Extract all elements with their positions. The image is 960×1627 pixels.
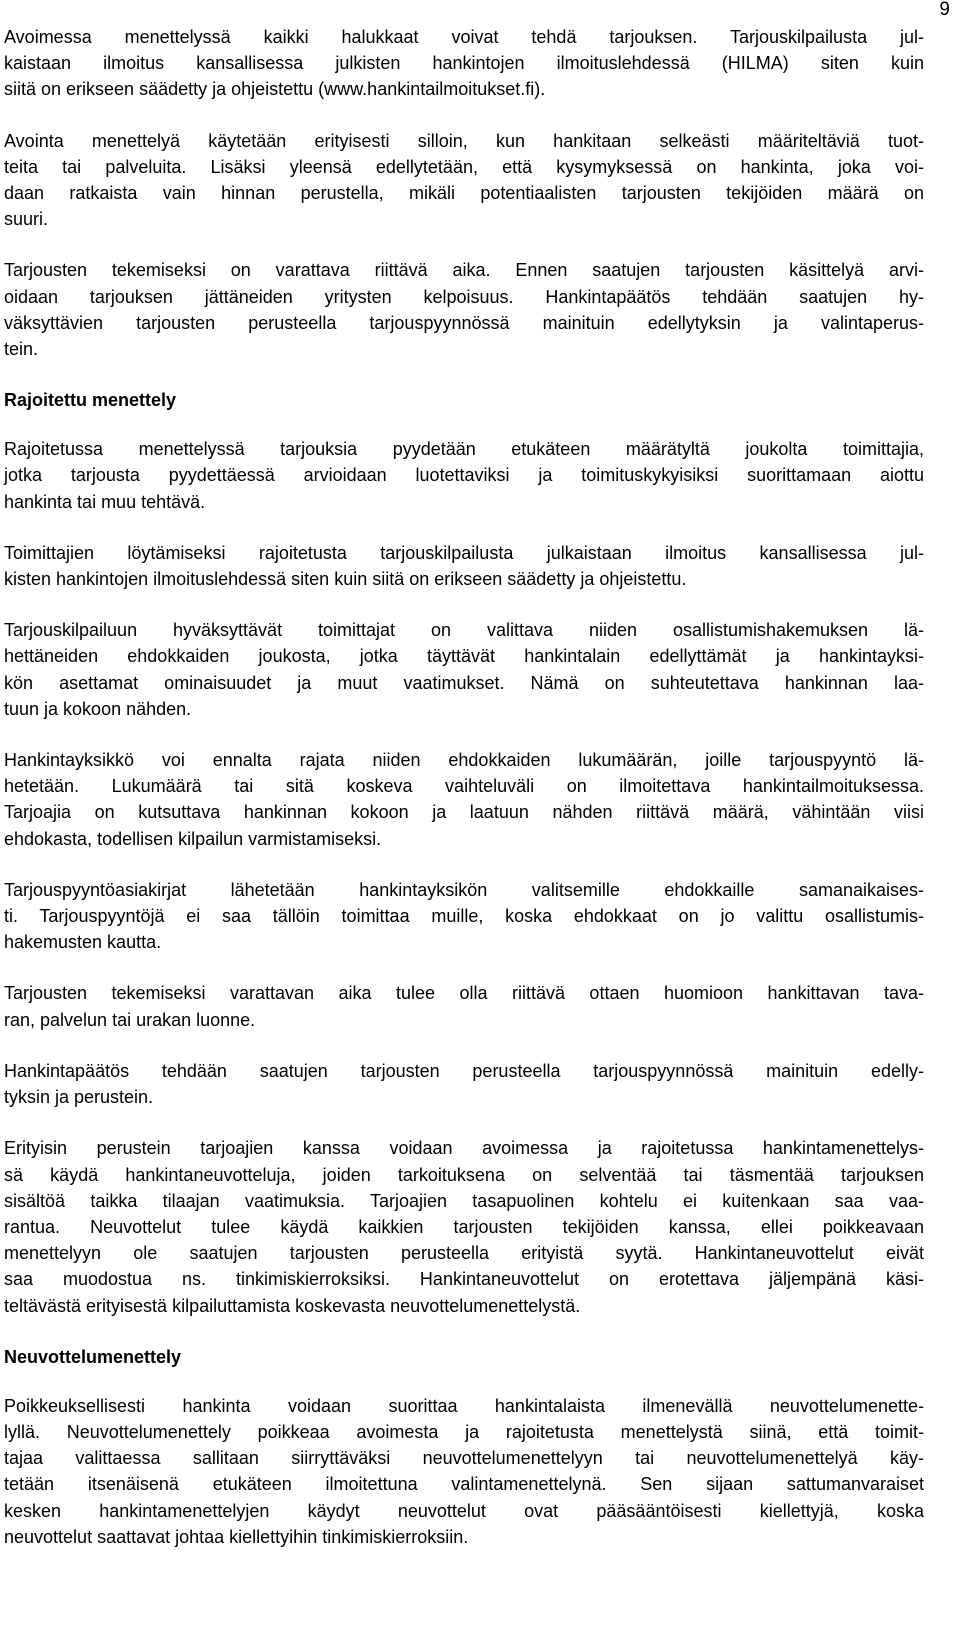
- paragraph: [4, 617, 924, 722]
- text-line: hetetään. Lukumäärä tai sitä koskeva vaihteluväli on ilmoitettava hankintailmoituksessa.: [4, 776, 924, 797]
- text-line: hettäneiden ehdokkaiden joukosta, jotka täyttävät hankintalain edellyttämät ja hankintayksi-: [4, 646, 924, 667]
- text-line: hakemusten kautta.: [4, 932, 162, 953]
- paragraph: [4, 1058, 924, 1110]
- text-line: Tarjouskilpailuun hyväksyttävät toimittajat on valittava niiden osallistumishakemuksen lä-: [4, 620, 924, 641]
- text-line: kisten hankintojen ilmoituslehdessä siten kuin siitä on erikseen säädetty ja ohjeistettu.: [4, 569, 687, 590]
- text-line: siitä on erikseen säädetty ja ohjeistettu (www.hankintailmoitukset.fi).: [4, 79, 546, 100]
- text-line: Tarjouspyyntöasiakirjat lähetetään hankintayksikön valitsemille ehdokkaille samanaikaises-: [4, 879, 924, 900]
- paragraph: [4, 1135, 924, 1318]
- text-line: Avoimessa menettelyssä kaikki halukkaat voivat tehdä tarjouksen. Tarjouskilpailusta jul-: [4, 27, 924, 47]
- text-line: teltävästä erityisestä kilpailuttamista koskevasta neuvottelumenettelystä.: [4, 1295, 581, 1316]
- paragraph: [4, 1393, 924, 1550]
- text-line: Hankintapäätös tehdään saatujen tarjousten perusteella tarjouspyynnössä mainituin edelly-: [4, 1060, 924, 1081]
- text-line: neuvottelut saattavat johtaa kiellettyihin tinkimiskierroksiin.: [4, 1526, 469, 1547]
- text-line: ehdokasta, todellisen kilpailun varmistamiseksi.: [4, 828, 382, 849]
- text-line: Poikkeuksellisesti hankinta voidaan suorittaa hankintalaista ilmenevällä neuvottelumenette-: [4, 1395, 924, 1416]
- paragraph: [4, 257, 924, 362]
- text-line: oidaan tarjouksen jättäneiden yritysten kelpoisuus. Hankintapäätös tehdään saatujen hy-: [4, 286, 924, 307]
- text-line: tajaa valittaessa sallitaan siirryttäväksi neuvottelumenettelyyn tai neuvottelumenettelyä käy-: [4, 1448, 924, 1469]
- text-line: lyllä. Neuvottelumenettely poikkeaa avoimesta ja rajoitetusta menettelystä siinä, että toimit-: [4, 1421, 924, 1442]
- section-heading: Rajoitettu menettely: [4, 390, 177, 411]
- text-line: Erityisin perustein tarjoajien kanssa voidaan avoimessa ja rajoitetussa hankintamenettelys-: [4, 1138, 924, 1159]
- text-line: suuri.: [4, 209, 49, 230]
- section-heading: Neuvottelumenettely: [4, 1346, 182, 1367]
- text-line: Avointa menettelyä käytetään erityisesti silloin, kun hankitaan selkeästi määriteltäviä tuot-: [4, 130, 924, 151]
- text-line: väksyttävien tarjousten perusteella tarjouspyynnössä mainituin edellytyksin ja valintaperus-: [4, 312, 924, 333]
- text-line: tein.: [4, 339, 39, 360]
- text-line: saa muodostua ns. tinkimiskierroksiksi. Hankintaneuvottelut on erotettava jäljempänä käsi-: [4, 1269, 924, 1290]
- text-line: kaistaan ilmoitus kansallisessa julkisten hankintojen ilmoituslehdessä (HILMA) siten kuin: [4, 53, 924, 74]
- text-line: daan ratkaista vain hinnan perustella, mikäli potentiaalisten tarjousten tekijöiden määrä on: [4, 183, 924, 204]
- text-line: Tarjousten tekemiseksi on varattava riittävä aika. Ennen saatujen tarjousten käsittelyä arvi-: [4, 260, 924, 281]
- document-body: [4, 24, 924, 1575]
- text-line: rantua. Neuvottelut tulee käydä kaikkien tarjousten tekijöiden kanssa, ellei poikkeavaan: [4, 1216, 924, 1237]
- paragraph: [4, 877, 924, 956]
- text-line: jotka tarjousta pyydettäessä arvioidaan luotettaviksi ja toimituskykyisiksi suorittamaan aiottu: [4, 465, 924, 486]
- text-line: teita tai palveluita. Lisäksi yleensä edellytetään, että kysymyksessä on hankinta, joka voi-: [4, 156, 924, 177]
- paragraph: [4, 540, 924, 592]
- text-line: sä käydä hankintaneuvotteluja, joiden tarkoituksena on selventää tai täsmentää tarjouksen: [4, 1164, 924, 1185]
- text-line: tetään itsenäisenä etukäteen ilmoitettuna valintamenettelynä. Sen sijaan sattumanvaraiset: [4, 1474, 924, 1495]
- text-line: Hankintayksikkö voi ennalta rajata niiden ehdokkaiden lukumäärän, joille tarjouspyyntö lä-: [4, 750, 924, 771]
- text-line: Rajoitetussa menettelyssä tarjouksia pyydetään etukäteen määrätyltä joukolta toimittajia,: [4, 439, 924, 460]
- text-line: menettelyyn ole saatujen tarjousten perusteella erityistä syytä. Hankintaneuvottelut eivät: [4, 1243, 924, 1264]
- text-line: tuun ja kokoon nähden.: [4, 698, 192, 719]
- text-line: hankinta tai muu tehtävä.: [4, 491, 206, 512]
- text-line: Toimittajien löytämiseksi rajoitetusta tarjouskilpailusta julkaistaan ilmoitus kansallisessa jul-: [4, 542, 924, 563]
- text-line: kesken hankintamenettelyjen käydyt neuvottelut ovat pääsääntöisesti kiellettyjä, koska: [4, 1500, 924, 1521]
- text-line: tyksin ja perustein.: [4, 1087, 154, 1108]
- text-line: ti. Tarjouspyyntöjä ei saa tällöin toimittaa muille, koska ehdokkaat on jo valittu osallistumis-: [4, 906, 924, 927]
- text-line: kön asettamat ominaisuudet ja muut vaatimukset. Nämä on suhteutettava hankinnan laa-: [4, 672, 924, 693]
- paragraph: [4, 747, 924, 852]
- page-number: 9: [939, 0, 950, 20]
- paragraph: [4, 24, 924, 103]
- text-line: Tarjoajia on kutsuttava hankinnan kokoon ja laatuun nähden riittävä määrä, vähintään viisi: [4, 802, 924, 823]
- text-line: ran, palvelun tai urakan luonne.: [4, 1009, 256, 1030]
- paragraph: [4, 436, 924, 515]
- paragraph: [4, 980, 924, 1032]
- text-line: Tarjousten tekemiseksi varattavan aika tulee olla riittävä ottaen huomioon hankittavan tava-: [4, 983, 924, 1004]
- text-line: sisältöä taikka tilaajan vaatimuksia. Tarjoajien tasapuolinen kohtelu ei kuitenkaan saa vaa-: [4, 1190, 924, 1211]
- paragraph: [4, 128, 924, 233]
